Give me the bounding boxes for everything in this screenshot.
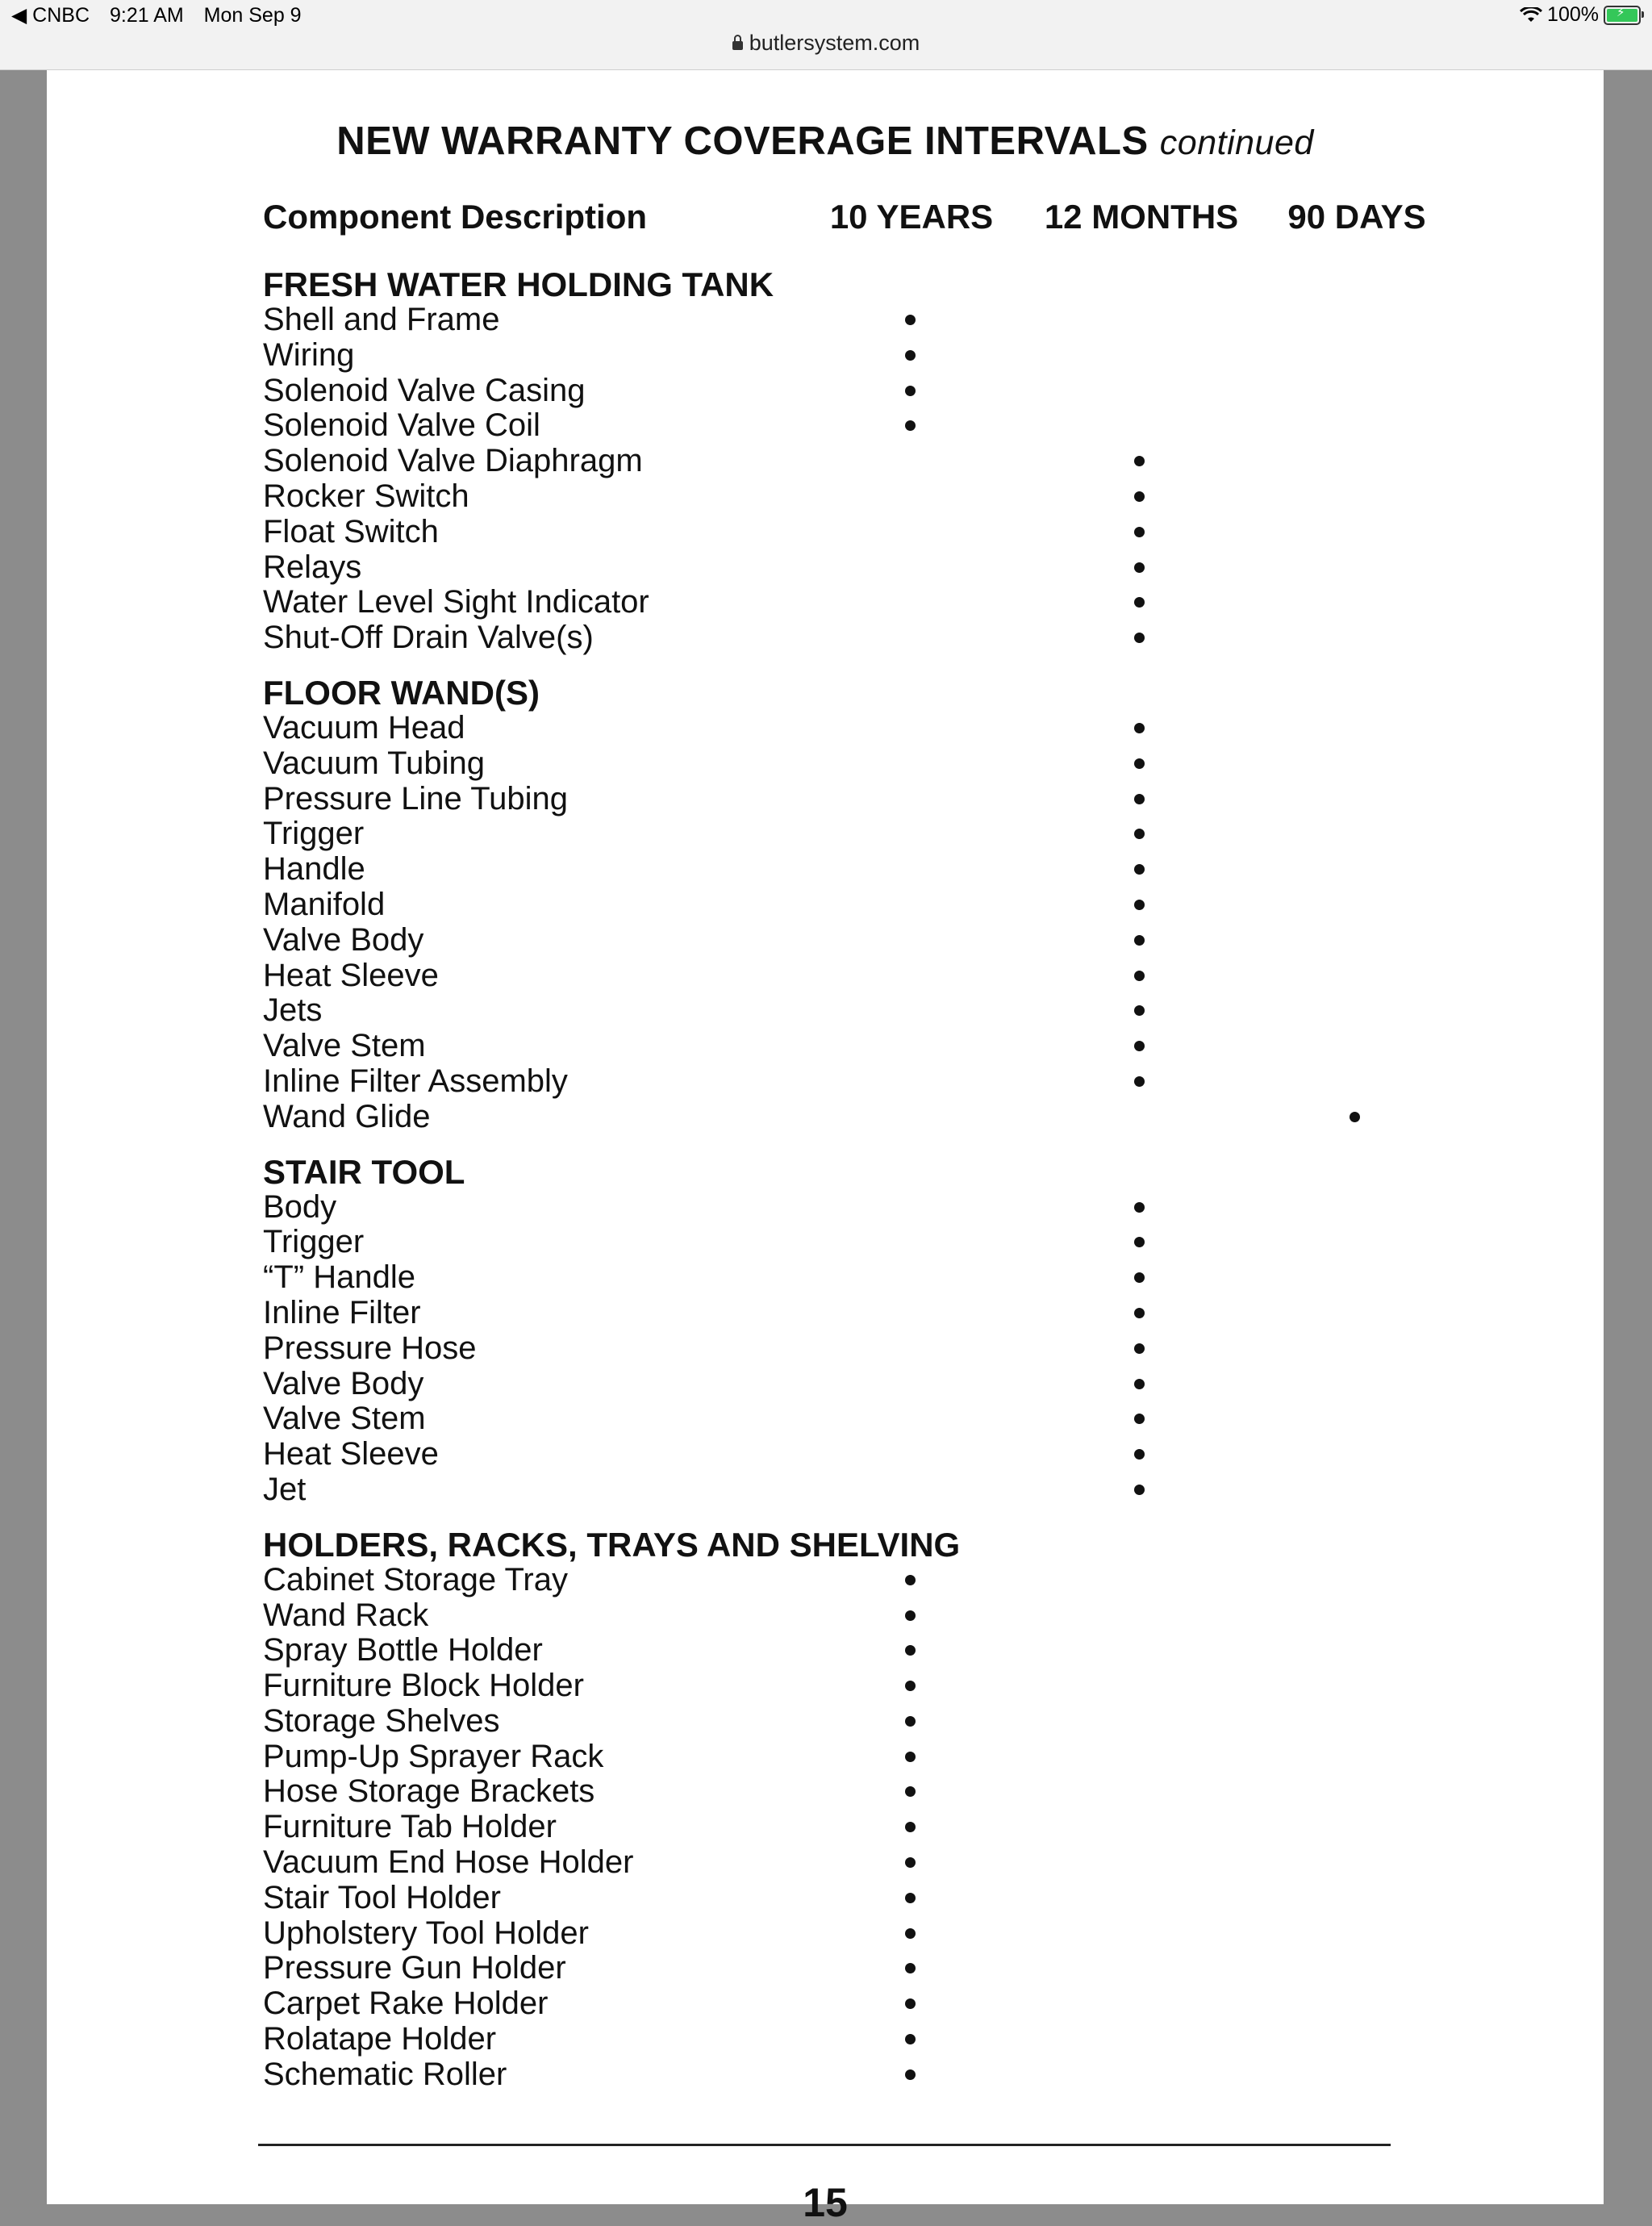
column-header-10-years: 10 YEARS	[829, 198, 994, 236]
coverage-bullet	[1134, 1379, 1145, 1389]
component-label: Pressure Line Tubing	[263, 780, 569, 816]
component-label: Rolatape Holder	[263, 2021, 497, 2057]
table-row	[263, 585, 1473, 620]
component-label: Inline Filter	[263, 1294, 421, 1330]
table-row	[263, 515, 1473, 550]
table-row	[263, 1704, 1473, 1739]
coverage-bullet	[905, 1998, 916, 2009]
page-number: 15	[803, 2180, 848, 2225]
coverage-bullet	[1134, 1449, 1145, 1460]
component-label: Handle	[263, 851, 365, 887]
component-label: Jets	[263, 992, 323, 1029]
table-row	[263, 1190, 1473, 1226]
table-row	[263, 1845, 1473, 1881]
address-bar[interactable]	[0, 31, 1652, 56]
table-row	[263, 1668, 1473, 1704]
coverage-bullet	[1134, 935, 1145, 946]
component-label: Manifold	[263, 886, 386, 922]
table-row	[263, 1296, 1473, 1331]
coverage-bullet	[1134, 1041, 1145, 1051]
table-row	[263, 887, 1473, 923]
footer-divider	[258, 2144, 1391, 2146]
coverage-bullet	[1134, 1414, 1145, 1424]
page-title	[47, 119, 1604, 164]
component-label: Trigger	[263, 816, 365, 852]
component-label: Cabinet Storage Tray	[263, 1561, 568, 1597]
coverage-bullet	[1134, 1202, 1145, 1213]
component-label: Wand Glide	[263, 1098, 431, 1134]
coverage-bullet	[905, 1716, 916, 1727]
table-row	[263, 1401, 1473, 1437]
component-label: Shell and Frame	[263, 302, 500, 337]
component-label: Carpet Rake Holder	[263, 1986, 549, 2022]
table-row	[263, 1598, 1473, 1634]
section-title: FRESH WATER HOLDING TANK	[263, 265, 774, 303]
coverage-bullet	[1350, 1112, 1360, 1122]
table-row	[263, 1225, 1473, 1260]
coverage-bullet	[905, 386, 916, 396]
table-row	[263, 852, 1473, 887]
status-bar-left	[11, 3, 316, 27]
table-row	[263, 338, 1473, 374]
coverage-bullet	[1134, 527, 1145, 537]
table-row	[263, 550, 1473, 586]
coverage-bullet	[905, 315, 916, 325]
table-row	[263, 374, 1473, 409]
document-page	[47, 70, 1604, 2225]
component-label: Wiring	[263, 336, 355, 373]
table-row	[263, 444, 1473, 479]
coverage-bullet	[1134, 562, 1145, 573]
section-title: FLOOR WAND(S)	[263, 673, 540, 712]
coverage-table	[263, 267, 1473, 2093]
coverage-bullet	[1134, 900, 1145, 910]
battery-percent: 100%	[1547, 3, 1599, 26]
coverage-bullet	[1134, 758, 1145, 769]
component-label: Body	[263, 1188, 337, 1225]
table-row	[263, 782, 1473, 817]
coverage-bullet	[905, 350, 916, 361]
component-label: Inline Filter Assembly	[263, 1063, 568, 1099]
battery-icon	[1604, 6, 1641, 25]
coverage-bullet	[905, 1752, 916, 1762]
table-row	[263, 1916, 1473, 1952]
table-row	[263, 1810, 1473, 1845]
component-label: Wand Rack	[263, 1597, 429, 1633]
component-label: Valve Stem	[263, 1401, 426, 1437]
column-header-description: Component Description	[263, 198, 648, 236]
coverage-bullet	[1134, 1308, 1145, 1318]
table-row	[263, 479, 1473, 515]
table-row	[263, 746, 1473, 782]
component-label: Float Switch	[263, 513, 439, 549]
table-row	[263, 1064, 1473, 1100]
coverage-bullet	[1134, 491, 1145, 502]
component-label: Schematic Roller	[263, 2056, 507, 2092]
table-row	[263, 1331, 1473, 1367]
table-row	[263, 1100, 1473, 1135]
component-label: Valve Body	[263, 1365, 424, 1401]
coverage-bullet	[1134, 1076, 1145, 1087]
title-text: NEW WARRANTY COVERAGE INTERVALS	[336, 119, 1149, 163]
coverage-bullet	[1134, 597, 1145, 608]
status-time: 9:21 AM	[109, 4, 184, 27]
status-bar	[0, 0, 1652, 70]
coverage-bullet	[905, 1857, 916, 1868]
component-label: Solenoid Valve Coil	[263, 407, 540, 444]
component-label: Spray Bottle Holder	[263, 1632, 543, 1668]
table-row	[263, 1367, 1473, 1402]
component-label: Water Level Sight Indicator	[263, 584, 649, 620]
table-row	[263, 2022, 1473, 2057]
table-row	[263, 711, 1473, 746]
component-label: Rocker Switch	[263, 478, 469, 514]
coverage-bullet	[1134, 794, 1145, 804]
component-label: Vacuum Head	[263, 709, 465, 745]
component-label: Valve Body	[263, 921, 424, 958]
back-to-app-link[interactable]: ◀ CNBC	[11, 4, 90, 27]
table-row	[263, 1472, 1473, 1508]
table-row	[263, 1774, 1473, 1810]
component-label: Trigger	[263, 1224, 365, 1260]
component-label: Shut-Off Drain Valve(s)	[263, 620, 594, 656]
component-label: “T” Handle	[263, 1259, 415, 1296]
table-row	[263, 1951, 1473, 1986]
title-suffix: continued	[1159, 123, 1314, 162]
component-label: Solenoid Valve Diaphragm	[263, 443, 643, 479]
wifi-icon	[1520, 7, 1542, 23]
coverage-bullet	[905, 1822, 916, 1832]
status-bar-right	[1520, 3, 1641, 27]
table-row	[263, 1633, 1473, 1668]
coverage-bullet	[1134, 723, 1145, 733]
column-header-12-months: 12 MONTHS	[1044, 198, 1239, 236]
table-row	[263, 408, 1473, 444]
url-text: butlersystem.com	[749, 31, 920, 55]
coverage-bullet	[1134, 456, 1145, 466]
column-header-90-days: 90 DAYS	[1287, 198, 1426, 236]
table-row	[263, 620, 1473, 656]
coverage-bullet	[1134, 1343, 1145, 1354]
coverage-bullet	[1134, 864, 1145, 875]
component-label: Furniture Tab Holder	[263, 1809, 557, 1845]
table-row	[263, 993, 1473, 1029]
table-row	[263, 1986, 1473, 2022]
table-row	[263, 303, 1473, 338]
component-label: Pressure Gun Holder	[263, 1950, 566, 1986]
component-label: Hose Storage Brackets	[263, 1773, 595, 1810]
coverage-bullet	[1134, 971, 1145, 981]
table-row	[263, 1437, 1473, 1472]
component-label: Jet	[263, 1471, 307, 1507]
table-row	[263, 1260, 1473, 1296]
coverage-bullet	[905, 420, 916, 431]
coverage-bullet	[1134, 1237, 1145, 1247]
table-row	[263, 1029, 1473, 1064]
coverage-bullet	[905, 1645, 916, 1656]
table-row	[263, 1881, 1473, 1916]
component-label: Furniture Block Holder	[263, 1668, 584, 1704]
component-label: Valve Stem	[263, 1028, 426, 1064]
table-row	[263, 816, 1473, 852]
coverage-bullet	[905, 2069, 916, 2080]
table-row	[263, 2057, 1473, 2093]
table-row	[263, 1739, 1473, 1775]
component-label: Pressure Hose	[263, 1330, 477, 1366]
coverage-bullet	[905, 1681, 916, 1691]
coverage-bullet	[1134, 633, 1145, 643]
coverage-bullet	[905, 1893, 916, 1903]
coverage-bullet	[905, 1610, 916, 1621]
table-row	[263, 1563, 1473, 1598]
component-label: Storage Shelves	[263, 1702, 500, 1739]
table-row	[263, 958, 1473, 994]
section-title: HOLDERS, RACKS, TRAYS AND SHELVING	[263, 1525, 961, 1564]
component-label: Relays	[263, 549, 362, 585]
component-label: Upholstery Tool Holder	[263, 1915, 589, 1951]
coverage-bullet	[1134, 1485, 1145, 1495]
coverage-bullet	[905, 1928, 916, 1939]
component-label: Heat Sleeve	[263, 1436, 439, 1472]
table-row	[263, 923, 1473, 958]
coverage-bullet	[905, 1786, 916, 1797]
section-title: STAIR TOOL	[263, 1152, 465, 1191]
status-date: Mon Sep 9	[203, 4, 302, 27]
component-label: Stair Tool Holder	[263, 1879, 501, 1915]
coverage-bullet	[1134, 829, 1145, 839]
coverage-bullet	[905, 1963, 916, 1973]
component-label: Solenoid Valve Casing	[263, 372, 586, 408]
coverage-bullet	[1134, 1005, 1145, 1016]
coverage-bullet	[905, 2034, 916, 2044]
coverage-bullet	[905, 1575, 916, 1585]
component-label: Heat Sleeve	[263, 957, 439, 993]
component-label: Pump-Up Sprayer Rack	[263, 1738, 604, 1774]
component-label: Vacuum Tubing	[263, 745, 485, 781]
coverage-bullet	[1134, 1272, 1145, 1283]
component-label: Vacuum End Hose Holder	[263, 1844, 634, 1881]
lock-icon	[732, 41, 743, 50]
